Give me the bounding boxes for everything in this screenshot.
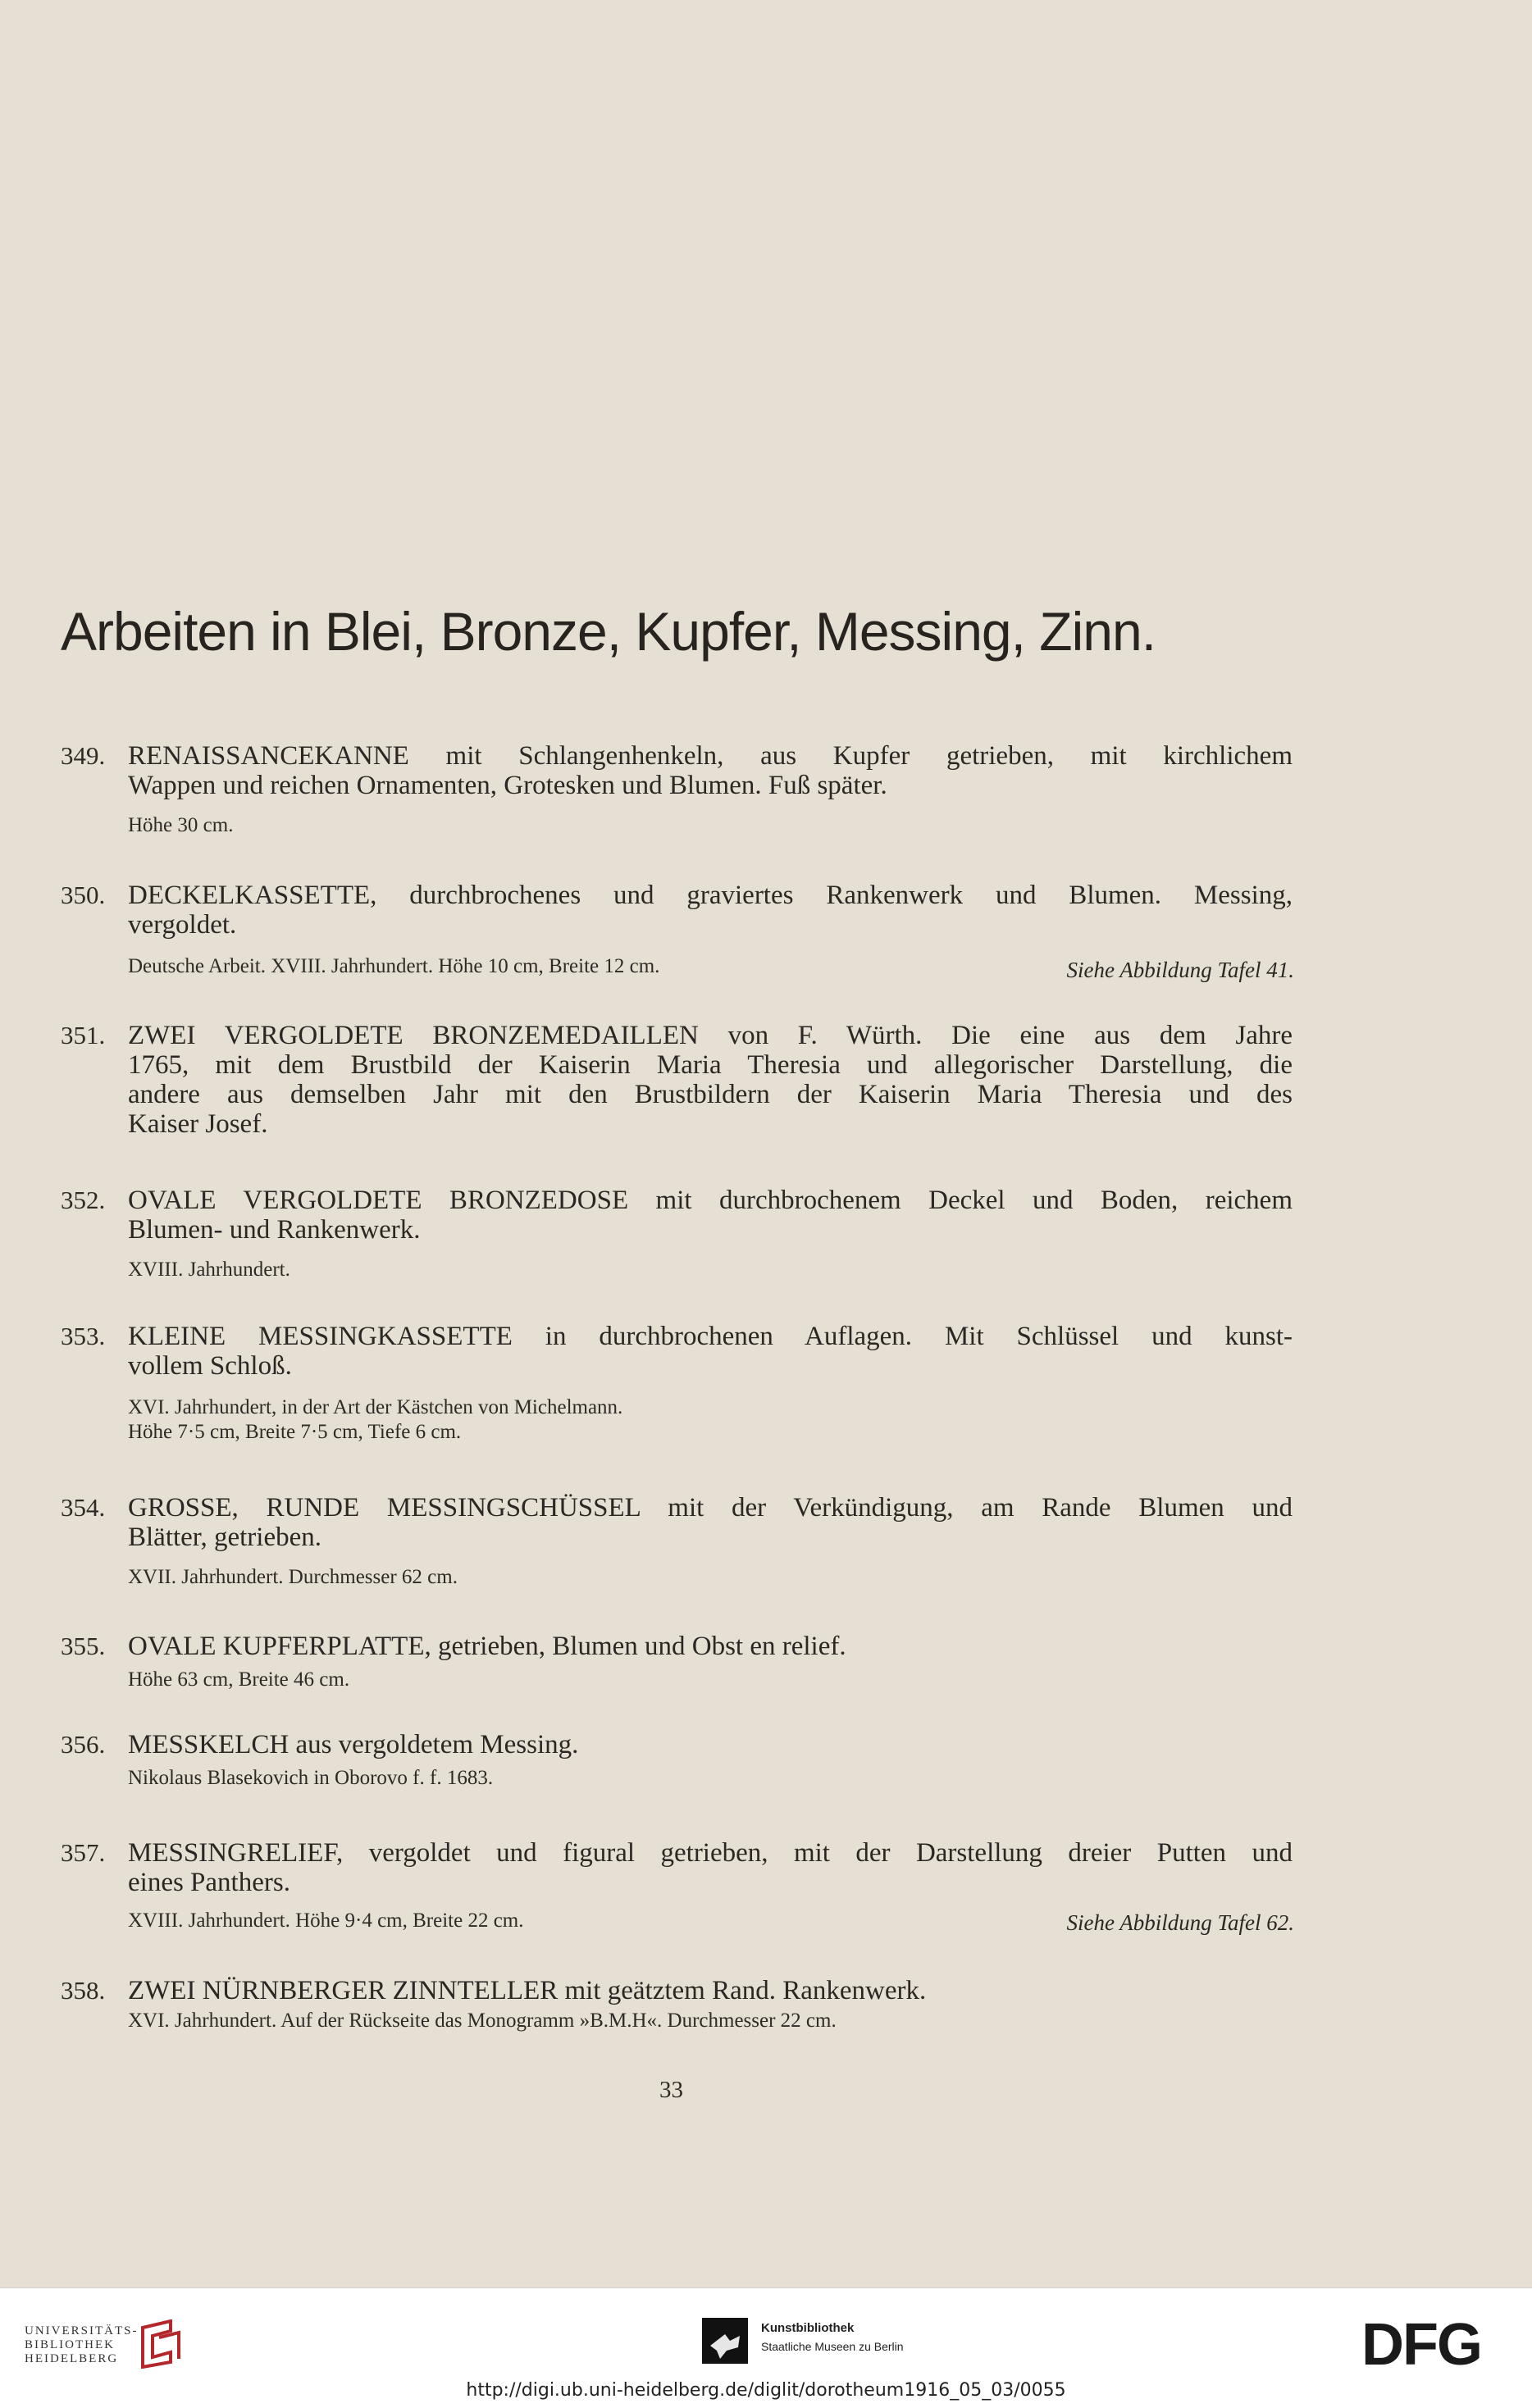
- entry-number: 350.: [61, 881, 106, 909]
- entry-text-line: andere aus demselben Jahr mit den Brustbildern der Kaiserin Maria Theresia und des: [128, 1080, 1293, 1109]
- plate-reference: Siehe Abbildung Tafel 41.: [1066, 958, 1294, 982]
- entry-number: 357.: [61, 1838, 106, 1867]
- entry-meta: Höhe 7·5 cm, Breite 7·5 cm, Tiefe 6 cm.: [128, 1421, 462, 1443]
- entry-text-line: vergoldet.: [128, 910, 237, 940]
- entry-text-line: MESSKELCH aus vergoldetem Messing.: [128, 1730, 579, 1759]
- entry-meta: XVI. Jahrhundert. Auf der Rückseite das Monogramm »B.M.H«. Durchmesser 22 cm.: [128, 2010, 837, 2032]
- entry-text-line: OVALE KUPFERPLATTE, getrieben, Blumen und Obst en relief.: [128, 1632, 846, 1661]
- source-url[interactable]: http://digi.ub.uni-heidelberg.de/diglit/dorotheum1916_05_03/0055: [466, 2380, 1066, 2401]
- entry-number: 351.: [61, 1021, 106, 1049]
- entry-text-line: ZWEI NÜRNBERGER ZINNTELLER mit geätztem Rand. Rankenwerk.: [128, 1976, 927, 2005]
- entry-text-line: eines Panthers.: [128, 1868, 290, 1897]
- digitization-footer: [0, 2287, 1532, 2408]
- entry-number: 352.: [61, 1186, 106, 1214]
- kunstbibliothek-label[interactable]: Kunstbibliothek Staatliche Museen zu Berlin: [761, 2321, 904, 2353]
- entry-text-line: GROSSE, RUNDE MESSINGSCHÜSSEL mit der Verkündigung, am Rande Blumen und: [128, 1493, 1293, 1523]
- entry-text-line: Blätter, getrieben.: [128, 1523, 321, 1552]
- dfg-logo[interactable]: DFG: [1361, 2312, 1481, 2378]
- entry-text-line: KLEINE MESSINGKASSETTE in durchbrochenen Auflagen. Mit Schlüssel und kunst-: [128, 1322, 1293, 1351]
- entry-text-line: RENAISSANCEKANNE mit Schlangenhenkeln, aus Kupfer getrieben, mit kirchlichem: [128, 741, 1293, 771]
- section-heading: Arbeiten in Blei, Bronze, Kupfer, Messing, Zinn.: [61, 601, 1156, 662]
- entry-number: 353.: [61, 1322, 106, 1350]
- kunstbibliothek-logo-icon: [702, 2318, 748, 2364]
- university-library-logo[interactable]: UNIVERSITÄTS- BIBLIOTHEK HEIDELBERG: [25, 2324, 139, 2365]
- entry-text-line: vollem Schloß.: [128, 1351, 292, 1381]
- entry-number: 356.: [61, 1730, 106, 1759]
- entry-meta: Deutsche Arbeit. XVIII. Jahrhundert. Höhe 10 cm, Breite 12 cm.: [128, 955, 660, 977]
- page-number: 33: [659, 2077, 683, 2103]
- entry-number: 354.: [61, 1493, 106, 1522]
- entry-meta: XVI. Jahrhundert, in der Art der Kästchen von Michelmann.: [128, 1396, 623, 1418]
- entry-text-line: Blumen- und Rankenwerk.: [128, 1215, 421, 1245]
- entry-meta: XVIII. Jahrhundert. Höhe 9·4 cm, Breite 22 cm.: [128, 1910, 524, 1932]
- entry-text-line: MESSINGRELIEF, vergoldet und figural getrieben, mit der Darstellung dreier Putten und: [128, 1838, 1293, 1868]
- entry-number: 349.: [61, 741, 106, 770]
- entry-number: 355.: [61, 1632, 106, 1660]
- entry-text-line: Kaiser Josef.: [128, 1109, 268, 1139]
- entry-text-line: Wappen und reichen Ornamenten, Grotesken und Blumen. Fuß später.: [128, 771, 887, 800]
- entry-meta: Nikolaus Blasekovich in Oborovo f. f. 1683.: [128, 1767, 494, 1789]
- entry-text-line: 1765, mit dem Brustbild der Kaiserin Maria Theresia und allegorischer Darstellung, die: [128, 1050, 1293, 1080]
- university-mark-icon: [138, 2319, 184, 2369]
- plate-reference: Siehe Abbildung Tafel 62.: [1066, 1910, 1294, 1935]
- entry-meta: XVIII. Jahrhundert.: [128, 1259, 290, 1281]
- entry-number: 358.: [61, 1976, 106, 2005]
- entry-meta: Höhe 30 cm.: [128, 814, 234, 836]
- entry-text-line: ZWEI VERGOLDETE BRONZEMEDAILLEN von F. Würth. Die eine aus dem Jahre: [128, 1021, 1293, 1050]
- entry-meta: Höhe 63 cm, Breite 46 cm.: [128, 1668, 350, 1691]
- entry-text-line: OVALE VERGOLDETE BRONZEDOSE mit durchbrochenem Deckel und Boden, reichem: [128, 1186, 1293, 1215]
- entry-text-line: DECKELKASSETTE, durchbrochenes und graviertes Rankenwerk und Blumen. Messing,: [128, 881, 1293, 910]
- entry-meta: XVII. Jahrhundert. Durchmesser 62 cm.: [128, 1566, 458, 1588]
